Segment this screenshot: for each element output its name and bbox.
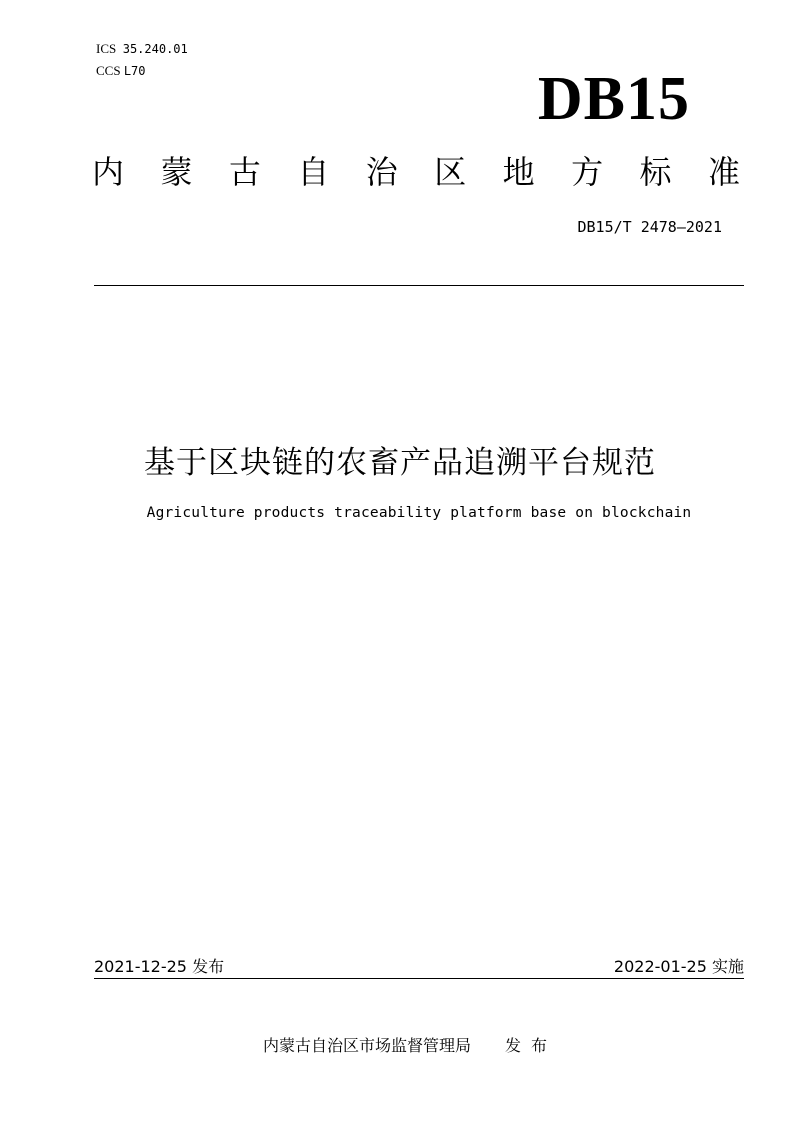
publisher-action: 发布 <box>505 1036 558 1055</box>
publisher-name: 内蒙古自治区市场监督管理局 <box>262 1036 471 1055</box>
category-char: 地 <box>502 153 535 191</box>
category-char: 蒙 <box>160 153 193 191</box>
ccs-value: L70 <box>123 64 146 78</box>
standard-number: DB15/T 2478—2021 <box>577 218 722 236</box>
document-subtitle-english: Agriculture products traceability platform base on blockchain <box>146 505 692 521</box>
category-char: 自 <box>297 153 330 191</box>
db-logo: DB15 <box>537 65 690 133</box>
ics-label: ICS <box>96 41 117 56</box>
bottom-divider <box>94 978 744 979</box>
category-char: 治 <box>365 153 398 191</box>
category-char: 方 <box>571 153 604 191</box>
ics-value: 35.240.01 <box>122 42 188 56</box>
category-char: 准 <box>707 153 740 191</box>
issue-date: 2021-12-25 发布 <box>94 957 225 976</box>
document-title: 基于区块链的农畜产品追溯平台规范 <box>144 445 656 481</box>
ics-code <box>96 38 188 60</box>
ccs-code <box>96 60 188 82</box>
category-char: 古 <box>228 153 261 191</box>
standard-category-title <box>92 150 740 194</box>
implementation-date: 2022-01-25 实施 <box>613 957 744 976</box>
publisher-line <box>0 1033 800 1056</box>
classification-codes <box>96 38 188 82</box>
top-divider <box>94 285 744 286</box>
category-char: 标 <box>639 153 672 191</box>
category-char: 内 <box>92 153 125 191</box>
ccs-label: CCS <box>96 63 121 78</box>
category-char: 区 <box>434 153 467 191</box>
